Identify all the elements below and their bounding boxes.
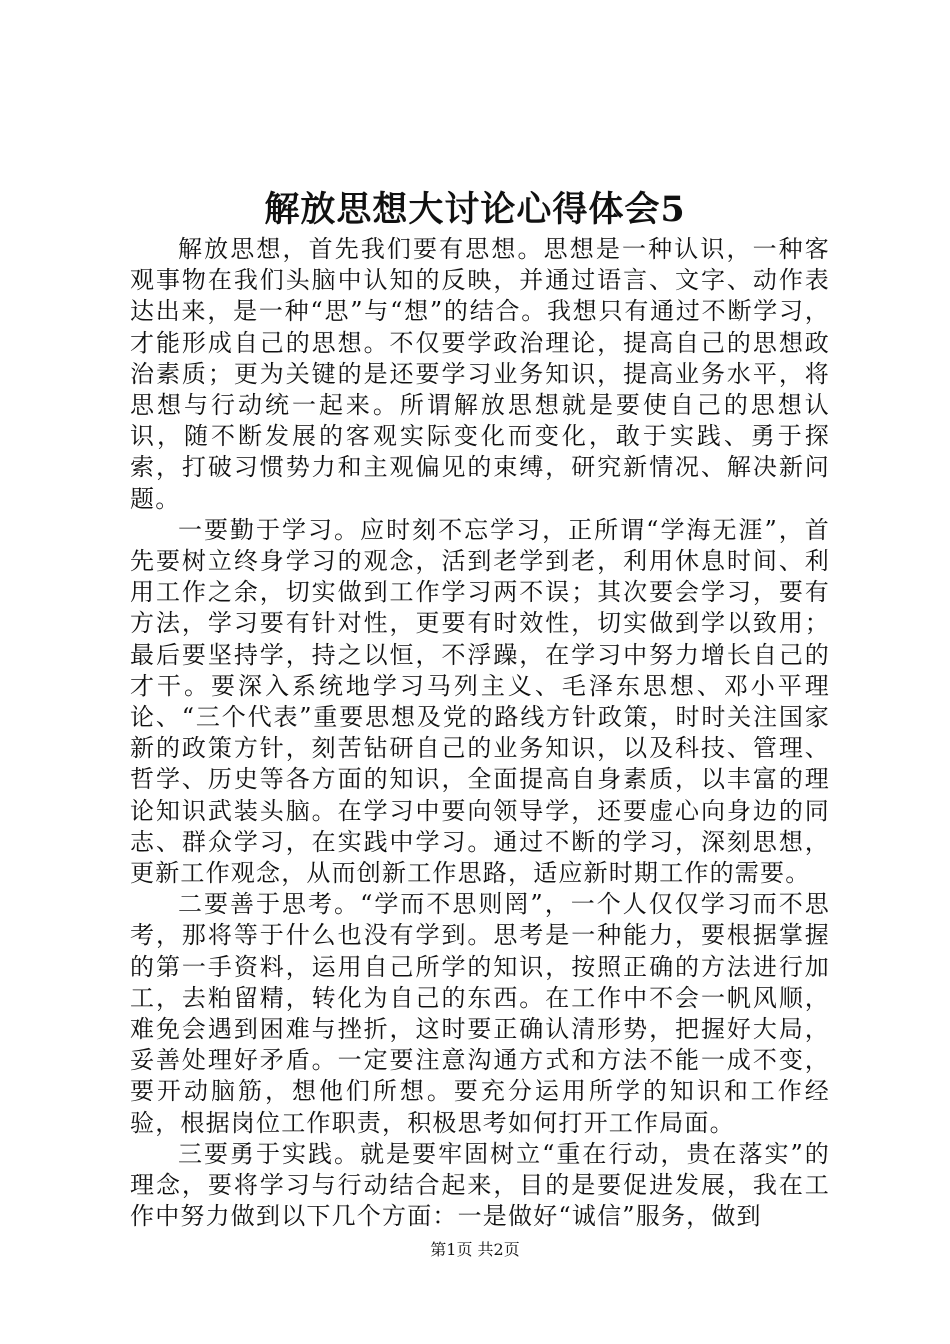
page-number-footer: 第1页 共2页 — [430, 1240, 520, 1259]
paragraph-intro: 解放思想，首先我们要有思想。思想是一种认识，一种客观事物在我们头脑中认知的反映，并通过语言、文字、动作表达出来，是一种“思”与“想”的结合。我想只有通过不断学习，才能形成自己的思想。不仅要学政治理论，提高自己的思想政治素质；更为关键的是还要学习业务知识，提高业务水平，将思想与行动统一起来。所谓解放思想就是要使自己的思想认识，随不断发展的客观实际变化而变化，敢于实践、勇于探索，打破习惯势力和主观偏见的束缚，研究新情况、解决新问题。 — [130, 235, 830, 513]
paragraph-practice: 三要勇于实践。就是要牢固树立“重在行动，贵在落实”的理念，要将学习与行动结合起来，目的是要促进发展，我在工作中努力做到以下几个方面：一是做好“诚信”服务，做到 — [130, 1139, 830, 1231]
document-title: 解放思想大讨论心得体会5 — [264, 189, 686, 230]
document-body — [130, 234, 830, 1233]
paragraph-study: 一要勤于学习。应时刻不忘学习，正所谓“学海无涯”，首先要树立终身学习的观念，活到老学到老，利用休息时间、利用工作之余，切实做到工作学习两不误；其次要会学习，要有方法，学习要有针对性，更要有时效性，切实做到学以致用；最后要坚持学，持之以恒，不浮躁，在学习中努力增长自己的才干。要深入系统地学习马列主义、毛泽东思想、邓小平理论、“三个代表”重要思想及党的路线方针政策，时时关注国家新的政策方针，刻苦钻研自己的业务知识，以及科技、管理、哲学、历史等各方面的知识，全面提高自身素质，以丰富的理论知识武装头脑。在学习中要向领导学，还要虚心向身边的同志、群众学习，在实践中学习。通过不断的学习，深刻思想，更新工作观念，从而创新工作思路，适应新时期工作的需要。 — [130, 515, 830, 888]
paragraph-think: 二要善于思考。“学而不思则罔”，一个人仅仅学习而不思考，那将等于什么也没有学到。思考是一种能力，要根据掌握的第一手资料，运用自己所学的知识，按照正确的方法进行加工，去粕留精，转化为自己的东西。在工作中不会一帆风顺，难免会遇到困难与挫折，这时要正确认清形势，把握好大局，妥善处理好矛盾。一定要注意沟通方式和方法不能一成不变，要开动脑筋，想他们所想。要充分运用所学的知识和工作经验，根据岗位工作职责，积极思考如何打开工作局面。 — [130, 890, 830, 1137]
